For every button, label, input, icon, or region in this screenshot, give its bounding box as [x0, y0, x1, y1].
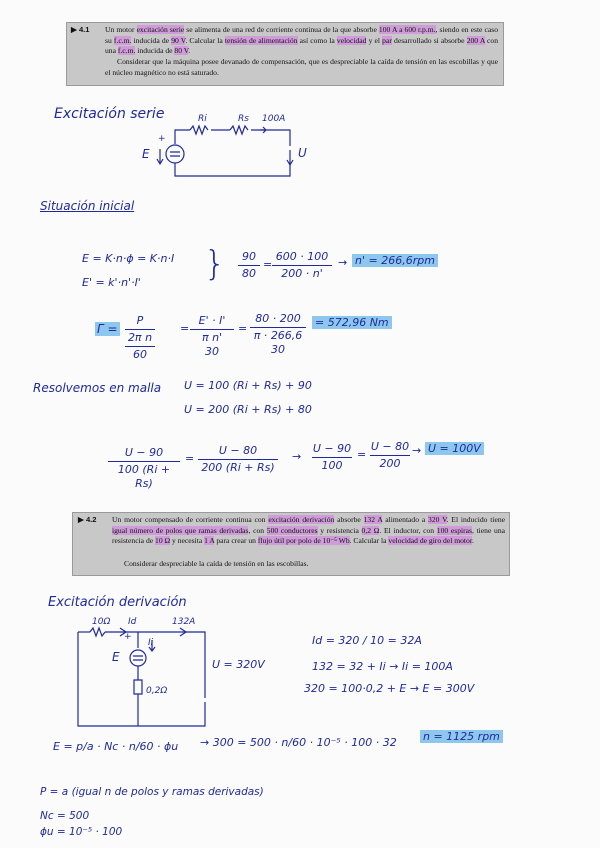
brace: }	[204, 244, 226, 284]
frac-30: 30	[205, 345, 219, 358]
note-nc: Nc = 500	[40, 810, 90, 822]
text-segment: , con	[248, 525, 267, 535]
problem-4-1-text	[105, 25, 498, 57]
label-100a: 100A	[262, 114, 286, 124]
heading-malla: Resolvemos en malla	[33, 381, 162, 395]
frac-pi-266: π · 266,6	[253, 329, 303, 342]
calc-e: 320 = 100·0,2 + E → E = 300V	[304, 682, 475, 695]
label-e-2: E	[112, 650, 120, 664]
frac-80: 80	[242, 267, 256, 280]
frac-600-100: 600 · 100	[275, 250, 329, 263]
text-segment: inducida de	[131, 35, 172, 45]
text-segment: se alimenta de una red de corriente continua de la que absorbe	[184, 25, 379, 34]
highlighted-text: tensión de alimentación	[224, 35, 298, 45]
text-segment: y resistencia	[317, 525, 362, 535]
highlighted-text: 80 V	[174, 46, 189, 56]
highlighted-text: par	[382, 35, 392, 45]
frac-2pi-n: 2π n	[127, 331, 153, 344]
problem-4-2-number: ▶ 4.2	[78, 515, 97, 524]
highlighted-text: f.c.m.	[113, 35, 132, 45]
frac-90-80	[238, 250, 260, 281]
heading-situacion-inicial: Situación inicial	[40, 199, 135, 213]
label-plus: +	[158, 134, 166, 144]
frac-u90-100-den: 100	[321, 459, 343, 472]
highlighted-text: f.c.m.	[117, 46, 136, 56]
calc-ii: 132 = 32 + Ii → Ii = 100A	[312, 660, 453, 673]
frac-u80-200-num: U − 80	[370, 440, 410, 453]
eq-e-kn: E = K·n·ϕ = K·n·I	[82, 252, 175, 265]
eq-e-prime: E' = k'·n'·I'	[82, 276, 141, 289]
frac-200-n: 200 · n'	[281, 267, 323, 280]
frac-u80-200-den: 200	[379, 457, 401, 470]
text-segment: . Calcular la	[349, 536, 389, 546]
torque-gamma: Γ =	[97, 322, 118, 336]
text-segment: así como la	[297, 35, 337, 45]
text-segment: .	[188, 46, 191, 56]
text-segment: . El inductor, con	[379, 525, 437, 535]
answer-n: n = 1125 rpm	[420, 730, 503, 743]
frac-u80-den: 200 (Ri + Rs)	[201, 461, 275, 474]
label-e: E	[142, 147, 150, 161]
highlighted-text: excitación derivación	[268, 515, 335, 524]
frac-u90-den: 100 (Ri + Rs)	[117, 463, 171, 490]
note-p-a: P = a (igual n de polos y ramas derivadas)	[40, 786, 264, 798]
frac-90: 90	[242, 250, 256, 263]
label-132a: 132A	[172, 617, 196, 627]
frac-pi-n: π n'	[201, 331, 223, 344]
text-segment: para crear un	[214, 536, 258, 546]
highlighted-text: 320 V	[428, 515, 447, 524]
text-segment: . El inducido tiene	[446, 515, 505, 524]
highlighted-text: excitación serie	[136, 25, 185, 34]
label-ri: Ri	[198, 114, 207, 124]
highlighted-text: 500 conductores	[266, 525, 318, 535]
note-phi: ϕu = 10⁻⁵ · 100	[40, 826, 123, 838]
label-plus-2: +	[124, 632, 132, 642]
highlighted-text: 100 A a 600 r.p.m.	[378, 25, 436, 34]
text-segment: Un motor	[105, 25, 137, 34]
highlighted-text: velocidad	[336, 35, 367, 45]
highlighted-text: velocidad de giro del motor	[388, 536, 472, 546]
frac-u80-200	[370, 440, 410, 471]
highlighted-text: flujo útil por polo de 10⁻⁵ Wb	[257, 536, 350, 546]
shunt-circuit-diagram	[70, 618, 220, 738]
problem-4-2-note: Considerar despreciable la caída de tensión en las escobillas.	[124, 559, 309, 568]
label-u-320: U = 320V	[212, 658, 265, 671]
label-10-ohm: 10Ω	[92, 617, 111, 627]
label-ii: Ii	[148, 638, 154, 648]
heading-excitacion-serie: Excitación serie	[54, 106, 165, 122]
calc-id: Id = 320 / 10 = 32A	[312, 634, 422, 647]
heading-excitacion-derivacion: Excitación derivación	[48, 595, 187, 610]
eq-malla-2: U = 200 (Ri + Rs) + 80	[184, 403, 312, 416]
frac-600-200	[272, 250, 332, 281]
frac-30b: 30	[271, 343, 285, 356]
text-segment: y necesita	[170, 536, 205, 546]
label-0-2-ohm: 0,2Ω	[146, 686, 168, 696]
frac-u90	[108, 446, 180, 491]
highlighted-text: 200 A	[466, 35, 485, 45]
frac-60: 60	[133, 348, 147, 361]
eq-e-formula: E = p/a · Nc · n/60 · ϕu	[53, 740, 179, 753]
highlighted-text: 90 V	[171, 35, 186, 45]
answer-torque: = 572,96 Nm	[312, 316, 392, 329]
label-id: Id	[128, 617, 137, 627]
label-u: U	[298, 146, 307, 160]
frac-u90-100	[312, 442, 352, 473]
text-segment: alimentado a	[382, 515, 429, 524]
frac-eprime-iprime	[190, 314, 234, 359]
text-segment: y el	[366, 35, 383, 45]
text-segment: . Calcular la	[185, 35, 225, 45]
frac-u90-100-num: U − 90	[312, 442, 352, 455]
text-segment: inducida de	[135, 46, 175, 56]
frac-80x200: 80 · 200	[255, 312, 301, 325]
text-segment: , tiene una resistencia de	[112, 525, 506, 546]
problem-4-1-note: Considerar que la máquina posee devanado de compensación, que es despreciable la caída de tensión en las escobillas y que el núcleo magnético no está saturado.	[105, 57, 498, 77]
frac-80-200	[250, 312, 306, 357]
problem-4-1-number: ▶ 4.1	[71, 25, 90, 34]
text-segment: desarrollado si absorbe	[391, 35, 467, 45]
frac-p-2pi	[125, 314, 155, 362]
text-segment: absorbe	[334, 515, 364, 524]
answer-u: U = 100V	[425, 442, 484, 455]
highlighted-text: 10 Ω	[155, 536, 171, 546]
text-segment: , siendo en este caso su	[105, 25, 498, 45]
highlighted-text: 1 A	[204, 536, 215, 546]
eq-malla-1: U = 100 (Ri + Rs) + 90	[184, 379, 312, 392]
eq-e-values: → 300 = 500 · n/60 · 10⁻⁵ · 100 · 32	[200, 736, 397, 749]
frac-ei: E' · I'	[198, 314, 226, 327]
series-circuit-diagram	[140, 116, 320, 186]
frac-p: P	[136, 314, 144, 327]
highlighted-text: 100 espiras	[436, 525, 472, 535]
answer-n-prime: n' = 266,6rpm	[352, 254, 438, 267]
text-segment: .	[471, 536, 474, 546]
highlighted-text: igual número de polos que ramas derivadas	[112, 525, 249, 535]
frac-u80	[198, 444, 278, 475]
text-segment: con una	[105, 35, 499, 56]
problem-4-2-text	[112, 515, 505, 547]
frac-u80-num: U − 80	[218, 444, 258, 457]
label-rs: Rs	[238, 114, 249, 124]
highlighted-text: 132 A	[363, 515, 383, 524]
frac-u90-num: U − 90	[124, 446, 164, 459]
text-segment: Un motor compensado de corriente continua con	[112, 515, 269, 524]
highlighted-text: 0,2 Ω	[361, 525, 380, 535]
